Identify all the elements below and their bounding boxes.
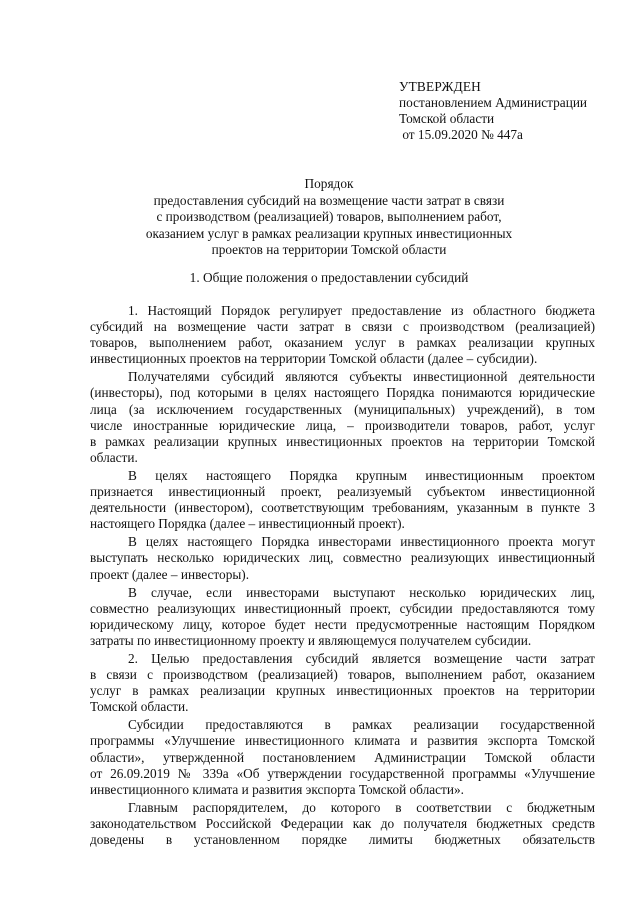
text-line: В целях настоящего Порядка крупным инвестиционным проектом	[128, 467, 595, 483]
title-line: оказанием услуг в рамках реализации крупных инвестиционных	[145, 225, 513, 241]
approval-date: от 15.09.2020 № 447а	[399, 127, 523, 142]
paragraph-2	[90, 369, 595, 466]
paragraph-5	[90, 585, 595, 649]
section-heading: 1. Общие положения о предоставлении субсидий	[189, 270, 469, 285]
approval-line: Томской области	[399, 111, 495, 126]
text-line: области.	[90, 449, 138, 465]
title-line: предоставления субсидий на возмещение части затрат в связи	[153, 192, 505, 208]
text-line: программы «Улучшение инвестиционного климата и развития экспорта Томской	[90, 733, 595, 749]
text-line: области», утвержденной постановлением Администрации Томской области	[90, 749, 595, 765]
text-line: лица (за исключением государственных (муниципальных) учреждений), в том	[90, 401, 595, 417]
text-line: проект (далее – инвесторы).	[90, 566, 250, 582]
approval-line: постановлением Администрации	[399, 95, 588, 110]
text-line: В случае, если инвесторами выступают несколько юридических лиц,	[128, 584, 595, 600]
text-line: 2. Целью предоставления субсидий является возмещение части затрат	[128, 650, 595, 666]
text-line: в рамках реализации крупных инвестиционных проектов на территории Томской	[90, 433, 595, 449]
approval-heading: УТВЕРЖДЕН	[399, 79, 481, 94]
text-line: законодательством Российской Федерации как до получателя бюджетных средств	[90, 815, 595, 831]
approval-stamp	[399, 79, 619, 143]
paragraph-7	[90, 717, 595, 797]
text-line: Субсидии предоставляются в рамках реализации государственной	[128, 717, 595, 733]
text-line: субсидий на возмещение части затрат в связи с производством (реализацией)	[90, 319, 595, 335]
title-line: с производством (реализацией) товаров, выполнением работ,	[156, 209, 502, 224]
text-line: 1. Настоящий Порядок регулирует предоставление из областного бюджета	[128, 303, 595, 318]
document-title	[90, 176, 568, 259]
text-line: инвестиционных проектов на территории Томской области (далее – субсидии).	[90, 351, 538, 367]
paragraph-1	[90, 303, 595, 367]
title-line: проектов на территории Томской области	[211, 242, 447, 257]
text-line: выступать несколько юридических лиц, совместно реализующих инвестиционный	[90, 550, 595, 566]
text-line: В целях настоящего Порядка инвесторами инвестиционного проекта могут	[128, 534, 595, 550]
text-line: признается инвестиционный проект, реализуемый субъектом инвестиционной	[90, 484, 595, 500]
text-line: деятельности (инвестором), соответствующим требованиям, указанным в пункте 3	[90, 500, 595, 516]
text-line: Томской области.	[90, 699, 189, 715]
text-line: затраты по инвестиционному проекту и являющемуся получателем субсидии.	[90, 632, 532, 648]
text-line: товаров, выполнением работ, оказанием услуг в рамках реализации крупных	[90, 335, 595, 351]
document-body	[90, 303, 595, 850]
text-line: в связи с производством (реализацией) товаров, выполнением работ, оказанием	[90, 667, 595, 683]
text-line: совместно реализующих инвестиционный проект, субсидии предоставляются тому	[90, 600, 595, 616]
text-line: услуг в рамках реализации крупных инвестиционных проектов на территории	[90, 683, 595, 699]
text-line: Получателями субсидий являются субъекты инвестиционной деятельности	[128, 369, 595, 385]
text-line: (инвесторы), под которыми в целях настоящего Порядка понимаются юридические	[90, 385, 595, 401]
text-line: юридическому лицу, которое будет нести предусмотренные настоящим Порядком	[90, 616, 595, 632]
paragraph-3	[90, 468, 595, 532]
paragraph-4	[90, 534, 595, 582]
text-line: числе иностранные юридические лица, – производители товаров, работ, услуг	[90, 417, 595, 433]
text-line: доведены в установленном порядке лимиты бюджетных обязательств	[90, 832, 595, 847]
text-line: Главным распорядителем, до которого в соответствии с бюджетным	[128, 799, 595, 815]
title-line: Порядок	[304, 176, 354, 191]
paragraph-6	[90, 651, 595, 715]
text-line: от 26.09.2019 № 339а «Об утверждении государственной программы «Улучшение	[90, 765, 595, 781]
paragraph-8	[90, 800, 595, 848]
text-line: настоящего Порядка (далее – инвестиционный проект).	[90, 516, 405, 532]
text-line: инвестиционного климата и развития экспорта Томской области».	[90, 781, 464, 797]
